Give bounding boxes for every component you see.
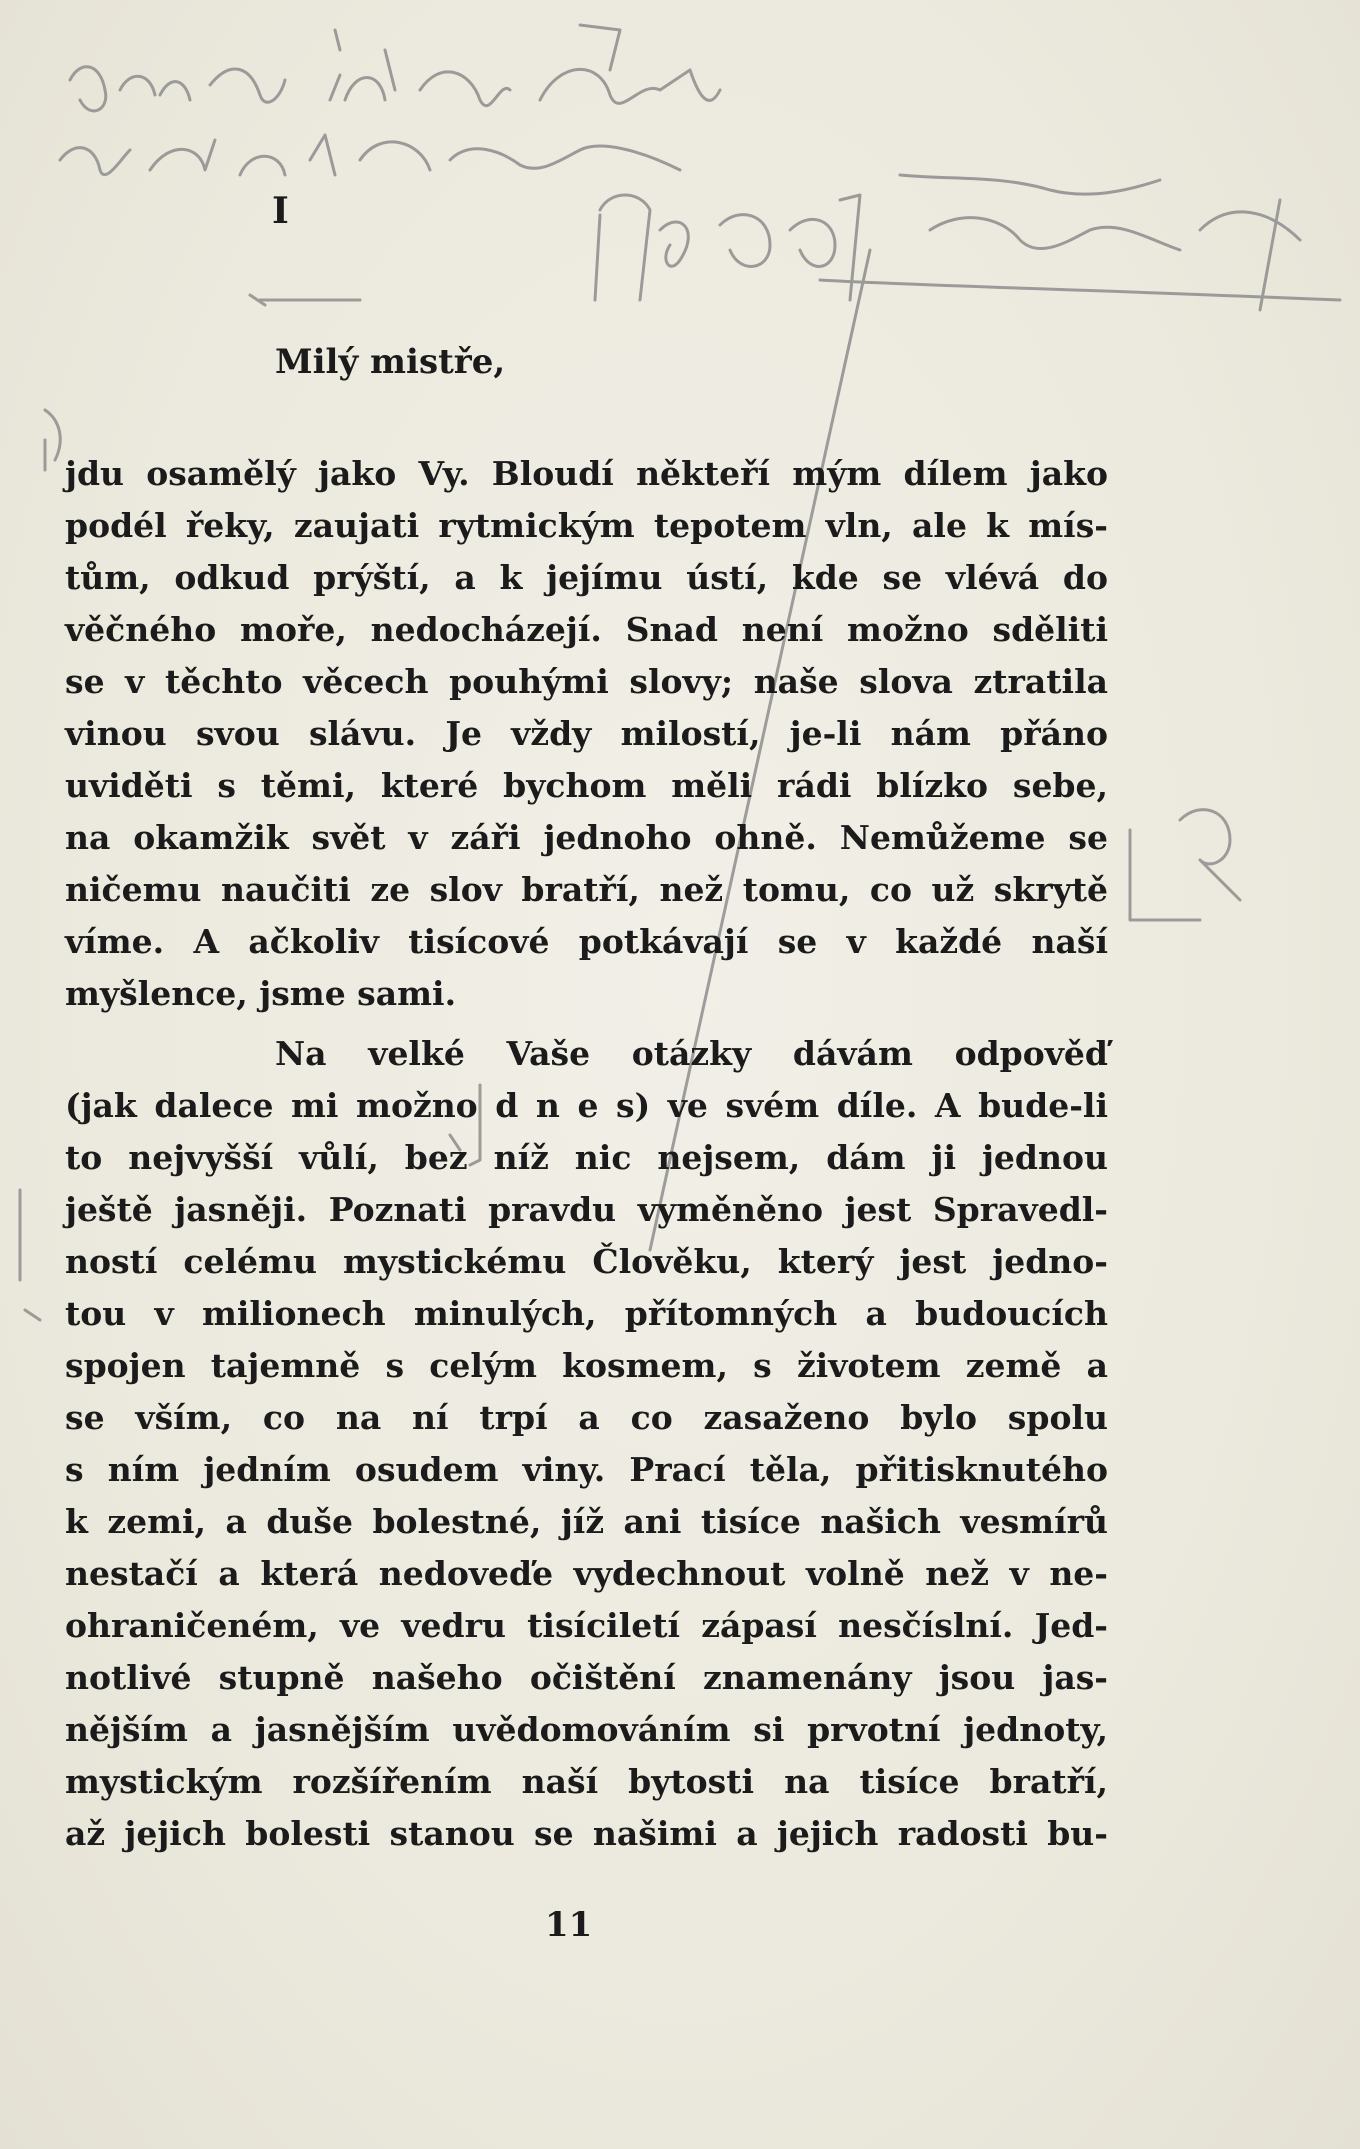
text-line: ností celému mystickému Člověku, který jest jedno-: [65, 1242, 1108, 1281]
text-line: tům, odkud prýští, a k jejímu ústí, kde se vlévá do: [65, 558, 1108, 597]
paragraph-2: [65, 1028, 1108, 1860]
text-line: vinou svou slávu. Je vždy milostí, je-li nám přáno: [65, 714, 1108, 753]
salutation: Milý mistře,: [275, 342, 506, 382]
text-line: myšlence, jsme sami.: [65, 974, 457, 1013]
text-line: až jejich bolesti stanou se našimi a jejich radosti bu-: [65, 1814, 1108, 1853]
letter-body: [65, 448, 1108, 1868]
page-number: 11: [545, 1905, 593, 1945]
text-line: Na velké Vaše otázky dávám odpověď: [275, 1034, 1108, 1073]
text-line: víme. A ačkoliv tisícové potkávají se v každé naší: [65, 922, 1108, 961]
text-line: věčného moře, nedocházejí. Snad není možno sděliti: [65, 610, 1108, 649]
text-line: na okamžik svět v záři jednoho ohně. Nemůžeme se: [65, 818, 1108, 857]
text-line: se v těchto věcech pouhými slovy; naše slova ztratila: [65, 662, 1108, 701]
text-line: notlivé stupně našeho očištění znamenány jsou jas-: [65, 1658, 1108, 1697]
text-line: ohraničeném, ve vedru tisíciletí zápasí nesčíslní. Jed-: [65, 1606, 1108, 1645]
chapter-numeral: I: [272, 190, 289, 232]
text-line: se vším, co na ní trpí a co zasaženo bylo spolu: [65, 1398, 1108, 1437]
text-line: nějším a jasnějším uvědomováním si prvotní jednoty,: [65, 1710, 1108, 1749]
text-line: ještě jasněji. Poznati pravdu vyměněno jest Spravedl-: [65, 1190, 1108, 1229]
paragraph-1: [65, 448, 1108, 1020]
text-line: jdu osamělý jako Vy. Bloudí někteří mým dílem jako: [65, 454, 1108, 493]
text-line: spojen tajemně s celým kosmem, s životem země a: [65, 1346, 1108, 1385]
text-line: s ním jedním osudem viny. Prací těla, přitisknutého: [65, 1450, 1108, 1489]
text-line: k zemi, a duše bolestné, jíž ani tisíce našich vesmírů: [65, 1502, 1108, 1541]
text-line: (jak dalece mi možno d n e s) ve svém díle. A bude-li: [65, 1086, 1108, 1125]
text-line: uviděti s těmi, které bychom měli rádi blízko sebe,: [65, 766, 1108, 805]
text-line: nestačí a která nedoveďe vydechnout volně než v ne-: [65, 1554, 1108, 1593]
text-line: mystickým rozšířením naší bytosti na tisíce bratří,: [65, 1762, 1108, 1801]
text-line: podél řeky, zaujati rytmickým tepotem vln, ale k mís-: [65, 506, 1108, 545]
text-line: ničemu naučiti ze slov bratří, než tomu, co už skrytě: [65, 870, 1108, 909]
text-line: to nejvyšší vůlí, bez níž nic nejsem, dám ji jednou: [65, 1138, 1108, 1177]
text-line: tou v milionech minulých, přítomných a budoucích: [65, 1294, 1108, 1333]
